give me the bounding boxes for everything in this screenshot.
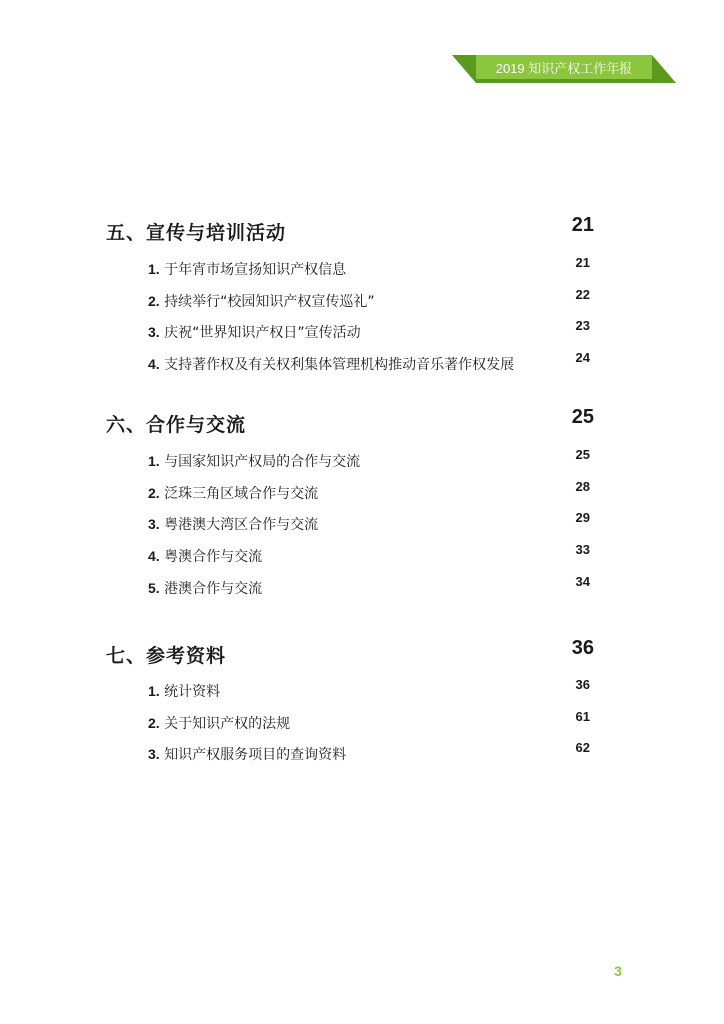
toc-entry[interactable]: [148, 542, 590, 566]
toc-entry[interactable]: [148, 709, 590, 733]
section-page-number: 25: [571, 406, 594, 428]
entry-number: 2.: [148, 485, 160, 501]
entry-text: 于年宵市场宣扬知识产权信息: [164, 262, 347, 278]
footer-page-number: 3: [614, 963, 622, 979]
banner-title: 2019 知识产权工作年报: [495, 61, 633, 76]
entry-text: 与国家知识产权局的合作与交流: [164, 454, 361, 470]
entry-page-number: 23: [575, 318, 590, 333]
entry-page-number: 62: [575, 740, 590, 755]
toc-entry[interactable]: [148, 255, 590, 279]
entry-page-number: 29: [575, 510, 590, 525]
entry-number: 3.: [148, 324, 160, 340]
entry-number: 1.: [148, 683, 160, 699]
entry-text: 统计资料: [164, 684, 221, 700]
toc-entry[interactable]: [148, 447, 590, 471]
entry-number: 4.: [148, 356, 160, 372]
entry-number: 5.: [148, 580, 160, 596]
section-page-number: 21: [571, 214, 594, 236]
toc-entry[interactable]: [148, 350, 590, 374]
entry-number: 3.: [148, 746, 160, 762]
entry-number: 4.: [148, 548, 160, 564]
entry-text: 庆祝“世界知识产权日”宣传活动: [164, 325, 361, 341]
entry-page-number: 25: [575, 447, 590, 462]
header-banner: [452, 55, 676, 83]
section-title: 七、参考资料: [106, 645, 227, 667]
entry-page-number: 28: [575, 479, 590, 494]
toc-entry[interactable]: [148, 677, 590, 701]
entry-page-number: 21: [575, 255, 590, 270]
section-page-number: 36: [571, 637, 594, 659]
toc-entry[interactable]: [148, 574, 590, 598]
section-title: 五、宣传与培训活动: [106, 222, 287, 244]
toc-entry[interactable]: [148, 740, 590, 764]
entry-text: 粤港澳大湾区合作与交流: [164, 517, 319, 533]
entry-number: 2.: [148, 715, 160, 731]
entry-text: 港澳合作与交流: [164, 581, 263, 597]
entry-page-number: 36: [575, 677, 590, 692]
entry-number: 3.: [148, 516, 160, 532]
entry-text: 粤澳合作与交流: [164, 549, 263, 565]
toc-section-heading[interactable]: [106, 406, 594, 436]
entry-text: 关于知识产权的法规: [164, 716, 291, 732]
section-title: 六、合作与交流: [106, 414, 247, 436]
entry-number: 1.: [148, 453, 160, 469]
toc-section-heading[interactable]: [106, 214, 594, 244]
toc-entry[interactable]: [148, 318, 590, 342]
toc-entry[interactable]: [148, 287, 590, 311]
toc-section-heading[interactable]: [106, 637, 594, 667]
entry-text: 泛珠三角区域合作与交流: [164, 486, 319, 502]
entry-page-number: 22: [575, 287, 590, 302]
toc-entry[interactable]: [148, 510, 590, 534]
entry-text: 持续举行“校园知识产权宣传巡礼”: [164, 294, 375, 310]
entry-number: 2.: [148, 293, 160, 309]
entry-page-number: 24: [575, 350, 590, 365]
entry-page-number: 61: [575, 709, 590, 724]
entry-text: 知识产权服务项目的查询资料: [164, 747, 347, 763]
toc-entry[interactable]: [148, 479, 590, 503]
entry-number: 1.: [148, 261, 160, 277]
entry-text: 支持著作权及有关权利集体管理机构推动音乐著作权发展: [164, 357, 515, 373]
entry-page-number: 34: [575, 574, 590, 589]
entry-page-number: 33: [575, 542, 590, 557]
